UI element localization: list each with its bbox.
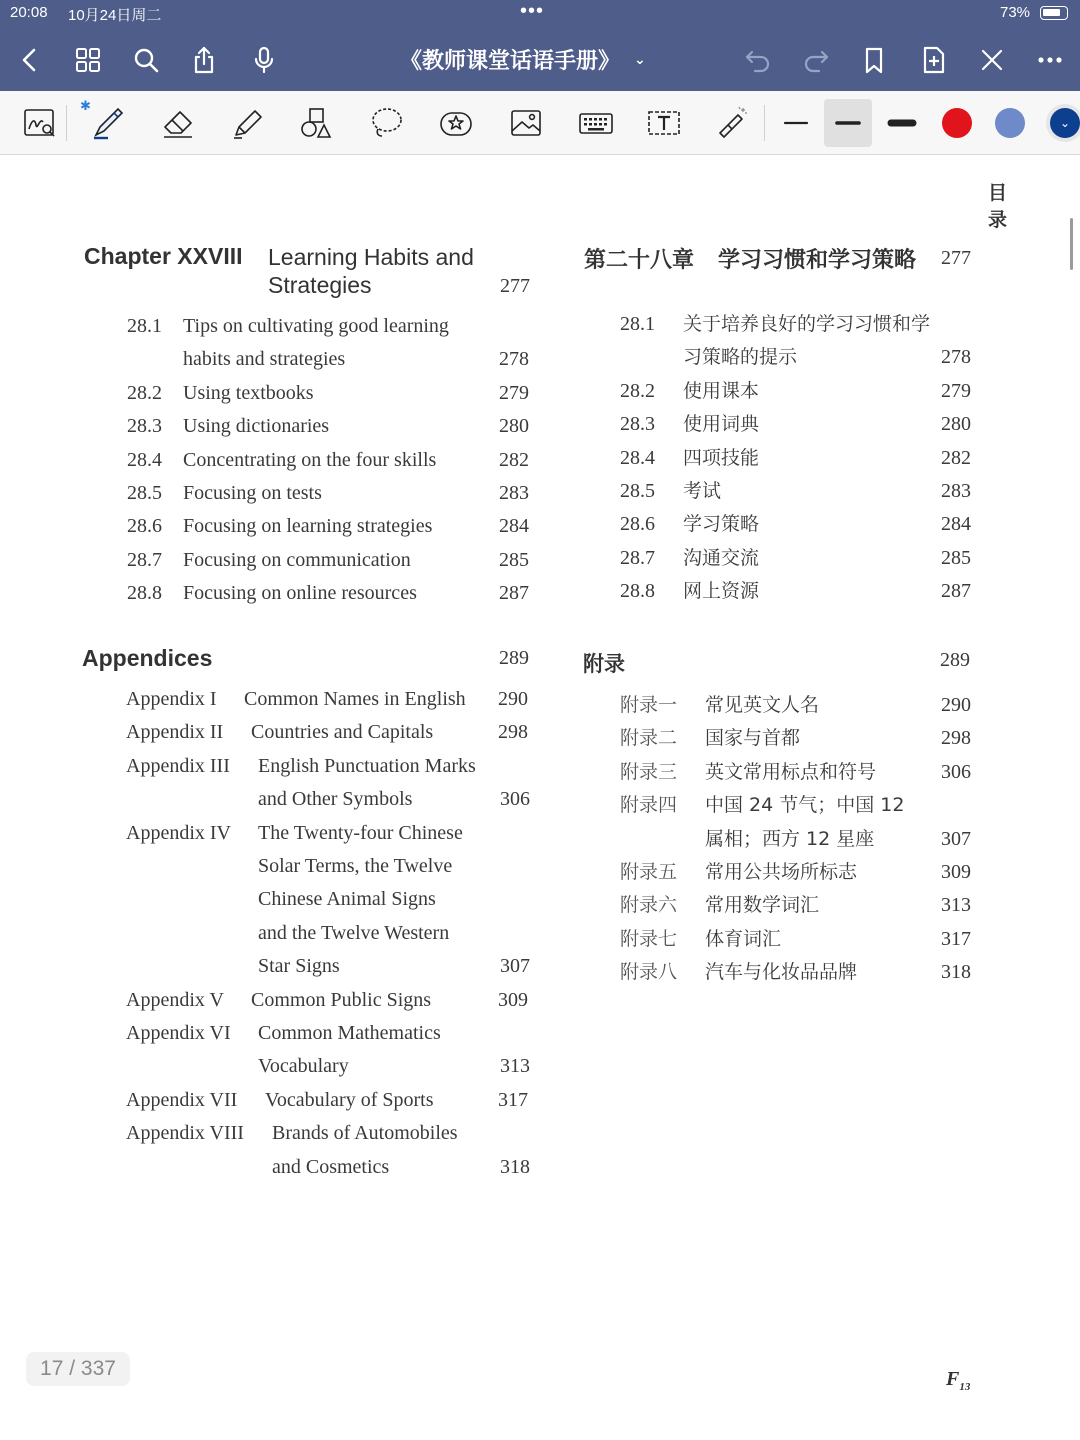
appendix-label-en: Appendix VII bbox=[126, 1088, 238, 1111]
bookmark-icon bbox=[859, 45, 889, 75]
annotation-toolbar bbox=[0, 91, 1080, 155]
text-box-icon bbox=[646, 105, 682, 141]
color-navy-swatch[interactable] bbox=[1046, 104, 1080, 142]
section-number-en: 28.5 bbox=[127, 482, 162, 504]
appendix-label-zh: 附录八 bbox=[620, 961, 678, 984]
section-title-zh: 四项技能 bbox=[683, 446, 760, 469]
image-icon bbox=[508, 105, 544, 141]
appendices-page-zh: 289 bbox=[940, 649, 970, 671]
appendix-label-en: Appendix VIII bbox=[126, 1122, 244, 1145]
search-button[interactable] bbox=[128, 42, 164, 78]
status-time: 20:08 bbox=[10, 4, 48, 21]
appendix-title-zh: 汽车与化妆品品牌 bbox=[705, 961, 858, 984]
appendix-label-zh: 附录六 bbox=[620, 894, 678, 917]
section-page-zh: 279 bbox=[941, 379, 971, 402]
section-page-zh: 280 bbox=[941, 413, 971, 436]
appendix-title-en: Star Signs bbox=[258, 955, 340, 978]
section-number-zh: 28.3 bbox=[620, 413, 655, 436]
appendix-page-en: 298 bbox=[498, 721, 528, 744]
more-button[interactable] bbox=[1032, 42, 1068, 78]
section-title-en: Using textbooks bbox=[183, 381, 314, 404]
chapter-label-en: Chapter XXVIII bbox=[84, 243, 243, 269]
undo-button[interactable] bbox=[740, 42, 776, 78]
section-title-en: Focusing on tests bbox=[183, 482, 322, 504]
section-title-zh: 习策略的提示 bbox=[683, 346, 798, 369]
status-date: 10月24日周二 bbox=[68, 7, 162, 24]
highlighter-tool[interactable] bbox=[228, 103, 268, 143]
section-number-en: 28.4 bbox=[127, 448, 162, 471]
microphone-icon bbox=[249, 45, 279, 75]
highlighter-icon bbox=[230, 105, 266, 141]
section-number-zh: 28.2 bbox=[620, 379, 655, 402]
appendix-page-zh: 306 bbox=[941, 760, 971, 783]
section-page-zh: 287 bbox=[941, 580, 971, 603]
bluetooth-icon: ✱ bbox=[80, 98, 91, 113]
chapter-title-zh: 学习习惯和学习策略 bbox=[718, 248, 917, 273]
section-number-zh: 28.8 bbox=[620, 580, 655, 603]
appendix-title-zh: 常用数学词汇 bbox=[705, 894, 820, 917]
section-number-zh: 28.6 bbox=[620, 513, 655, 536]
appendix-title-en: English Punctuation Marks bbox=[258, 754, 476, 777]
appendix-title-zh: 国家与首都 bbox=[705, 727, 801, 750]
keyboard-icon bbox=[578, 105, 614, 141]
bookmark-button[interactable] bbox=[856, 42, 892, 78]
appendix-title-en: Common Public Signs bbox=[251, 988, 432, 1011]
pen-close-icon bbox=[977, 45, 1007, 75]
add-page-icon bbox=[919, 45, 949, 75]
section-title-en: Tips on cultivating good learning bbox=[183, 315, 449, 337]
scroll-indicator[interactable] bbox=[1070, 218, 1073, 270]
appendices-heading-zh: 附录 bbox=[583, 652, 625, 676]
chevron-down-icon: ⌄ bbox=[1050, 108, 1080, 138]
appendix-label-en: Appendix V bbox=[126, 988, 224, 1011]
appendix-label-en: Appendix IV bbox=[126, 821, 231, 844]
chapter-label-zh: 第二十八章 bbox=[584, 248, 695, 273]
laser-pointer-tool[interactable] bbox=[712, 103, 752, 143]
pen-tool[interactable] bbox=[88, 103, 128, 143]
appendix-title-en: The Twenty-four Chinese bbox=[258, 821, 463, 844]
section-page-zh: 285 bbox=[941, 546, 971, 569]
lasso-icon bbox=[368, 105, 404, 141]
undo-icon bbox=[743, 45, 773, 75]
appendix-page-en: 290 bbox=[498, 688, 528, 710]
appendix-title-en: Common Names in English bbox=[244, 688, 466, 710]
battery-percent: 73% bbox=[1000, 4, 1031, 21]
section-page-en: 284 bbox=[499, 515, 529, 538]
section-page-en: 283 bbox=[499, 482, 529, 504]
running-head: 目 录 bbox=[988, 182, 1024, 231]
nav-bar bbox=[0, 30, 1080, 90]
pen-icon bbox=[90, 105, 126, 141]
stroke-medium[interactable] bbox=[824, 99, 872, 147]
page-indicator[interactable]: 17 / 337 bbox=[26, 1352, 130, 1386]
section-page-zh: 284 bbox=[941, 513, 971, 536]
eraser-icon bbox=[160, 105, 196, 141]
section-number-en: 28.8 bbox=[127, 582, 162, 605]
section-page-en: 287 bbox=[499, 582, 529, 605]
appendices-page-en: 289 bbox=[499, 647, 529, 669]
appendix-page-en: 306 bbox=[500, 788, 530, 811]
section-title-zh: 沟通交流 bbox=[683, 546, 760, 569]
appendix-label-zh: 附录三 bbox=[620, 760, 678, 783]
shapes-icon bbox=[298, 105, 334, 141]
appendix-page-zh: 318 bbox=[941, 961, 971, 984]
document-title[interactable] bbox=[400, 44, 680, 75]
appendix-page-zh: 309 bbox=[941, 861, 971, 883]
appendix-title-zh: 中国 24 节气；中国 12 bbox=[705, 794, 905, 817]
shapes-tool[interactable] bbox=[296, 103, 336, 143]
section-page-en: 279 bbox=[499, 381, 529, 404]
section-title-en: Concentrating on the four skills bbox=[183, 448, 437, 471]
section-number-zh: 28.1 bbox=[620, 313, 655, 335]
sticker-tool[interactable] bbox=[436, 103, 476, 143]
appendix-label-en: Appendix VI bbox=[126, 1022, 231, 1044]
appendix-label-en: Appendix II bbox=[126, 721, 224, 744]
eraser-tool[interactable] bbox=[158, 103, 198, 143]
section-title-zh: 考试 bbox=[683, 480, 722, 502]
appendix-title-en: Chinese Animal Signs bbox=[258, 888, 436, 911]
section-page-zh: 283 bbox=[941, 480, 971, 502]
section-page-en: 278 bbox=[499, 348, 529, 371]
appendix-label-zh: 附录七 bbox=[620, 927, 678, 950]
appendix-page-zh: 313 bbox=[941, 894, 971, 917]
stroke-thin[interactable] bbox=[776, 103, 816, 143]
add-page-button[interactable] bbox=[916, 42, 952, 78]
status-bar bbox=[0, 0, 1080, 28]
appendix-label-en: Appendix III bbox=[126, 754, 230, 777]
chevron-down-icon: ⌄ bbox=[634, 51, 646, 67]
section-page-zh: 282 bbox=[941, 446, 971, 469]
keyboard-tool[interactable] bbox=[576, 103, 616, 143]
close-toolbar-button[interactable] bbox=[974, 42, 1010, 78]
color-red-swatch[interactable] bbox=[942, 108, 972, 138]
folio: $F_{13}$ bbox=[946, 1368, 971, 1393]
section-title-zh: 使用词典 bbox=[683, 413, 760, 436]
section-title-zh: 使用课本 bbox=[683, 379, 760, 402]
appendices-heading-en: Appendices bbox=[82, 645, 213, 671]
section-title-zh: 网上资源 bbox=[683, 580, 760, 603]
appendix-title-en: Vocabulary bbox=[258, 1055, 349, 1078]
multitask-dots[interactable]: ••• bbox=[520, 0, 545, 22]
appendix-title-en: Common Mathematics bbox=[258, 1022, 441, 1044]
section-title-en: habits and strategies bbox=[183, 348, 346, 371]
stroke-thick[interactable] bbox=[882, 103, 922, 143]
section-number-en: 28.2 bbox=[127, 381, 162, 404]
battery-icon bbox=[1040, 6, 1068, 20]
text-box-tool[interactable] bbox=[644, 103, 684, 143]
sticker-star-icon bbox=[438, 105, 474, 141]
appendix-title-zh: 英文常用标点和符号 bbox=[705, 760, 877, 783]
section-title-zh: 学习策略 bbox=[683, 513, 760, 536]
appendix-title-zh: 常用公共场所标志 bbox=[705, 861, 858, 883]
zoom-writing-tool[interactable] bbox=[20, 103, 60, 143]
more-icon bbox=[1035, 45, 1065, 75]
section-title-en: Focusing on learning strategies bbox=[183, 515, 433, 538]
appendix-page-zh: 307 bbox=[941, 827, 971, 850]
section-number-zh: 28.7 bbox=[620, 546, 655, 569]
document-page[interactable] bbox=[0, 156, 1080, 1440]
appendix-label-zh: 附录五 bbox=[620, 861, 678, 883]
appendix-page-en: 313 bbox=[500, 1055, 530, 1078]
share-button[interactable] bbox=[186, 42, 222, 78]
stroke-medium-icon bbox=[830, 105, 866, 141]
search-icon bbox=[131, 45, 161, 75]
zoom-window-icon bbox=[22, 105, 58, 141]
appendix-page-zh: 298 bbox=[941, 727, 971, 750]
color-slate-swatch[interactable] bbox=[995, 108, 1025, 138]
appendix-label-zh: 附录一 bbox=[620, 694, 678, 716]
stroke-thick-icon bbox=[884, 105, 920, 141]
section-page-en: 285 bbox=[499, 548, 529, 571]
appendix-page-zh: 290 bbox=[941, 694, 971, 716]
chapter-page-en: 277 bbox=[500, 275, 530, 297]
section-title-en: Focusing on online resources bbox=[183, 582, 417, 605]
section-page-en: 282 bbox=[499, 448, 529, 471]
appendix-title-en: Solar Terms, the Twelve bbox=[258, 855, 453, 877]
section-number-en: 28.3 bbox=[127, 415, 162, 438]
section-number-en: 28.1 bbox=[127, 315, 162, 337]
laser-pointer-icon bbox=[714, 105, 750, 141]
appendix-page-en: 317 bbox=[498, 1088, 528, 1111]
appendix-title-en: and the Twelve Western bbox=[258, 921, 450, 944]
image-tool[interactable] bbox=[506, 103, 546, 143]
microphone-button[interactable] bbox=[246, 42, 282, 78]
chevron-left-icon bbox=[15, 45, 45, 75]
section-number-zh: 28.5 bbox=[620, 480, 655, 502]
appendix-title-en: Brands of Automobiles bbox=[272, 1122, 458, 1145]
appendix-page-en: 309 bbox=[498, 988, 528, 1011]
appendix-title-en: and Other Symbols bbox=[258, 788, 413, 811]
app-header bbox=[0, 0, 1080, 91]
toolbar-divider bbox=[66, 105, 67, 141]
appendix-label-en: Appendix I bbox=[126, 688, 217, 710]
appendix-title-en: Vocabulary of Sports bbox=[265, 1088, 434, 1111]
back-button[interactable] bbox=[12, 42, 48, 78]
appendix-page-en: 318 bbox=[500, 1155, 530, 1178]
section-title-en: Using dictionaries bbox=[183, 415, 330, 438]
thumbnails-button[interactable] bbox=[70, 42, 106, 78]
appendix-title-en: Countries and Capitals bbox=[251, 721, 434, 744]
lasso-tool[interactable] bbox=[366, 103, 406, 143]
appendix-page-zh: 317 bbox=[941, 927, 971, 950]
section-title-zh: 关于培养良好的学习习惯和学 bbox=[683, 313, 931, 335]
chapter-title-en: Learning Habits and Strategies bbox=[268, 244, 474, 298]
section-number-zh: 28.4 bbox=[620, 446, 655, 469]
redo-button[interactable] bbox=[798, 42, 834, 78]
appendix-title-zh: 属相；西方 12 星座 bbox=[705, 827, 875, 850]
section-number-en: 28.7 bbox=[127, 548, 162, 571]
appendix-title-zh: 常见英文人名 bbox=[705, 694, 820, 716]
section-page-en: 280 bbox=[499, 415, 529, 438]
appendix-label-zh: 附录四 bbox=[620, 794, 678, 817]
appendix-title-zh: 体育词汇 bbox=[705, 927, 782, 950]
stroke-thin-icon bbox=[778, 105, 814, 141]
share-icon bbox=[189, 45, 219, 75]
section-page-zh: 278 bbox=[941, 346, 971, 369]
redo-icon bbox=[801, 45, 831, 75]
document-title-text: 《教师课堂话语手册》 bbox=[400, 48, 621, 73]
section-title-en: Focusing on communication bbox=[183, 548, 411, 571]
appendix-label-zh: 附录二 bbox=[620, 727, 678, 750]
section-number-en: 28.6 bbox=[127, 515, 162, 538]
appendix-page-en: 307 bbox=[500, 955, 530, 978]
grid-icon bbox=[73, 45, 103, 75]
appendix-title-en: and Cosmetics bbox=[272, 1155, 390, 1178]
chapter-page-zh: 277 bbox=[941, 247, 971, 269]
toolbar-divider bbox=[764, 105, 765, 141]
